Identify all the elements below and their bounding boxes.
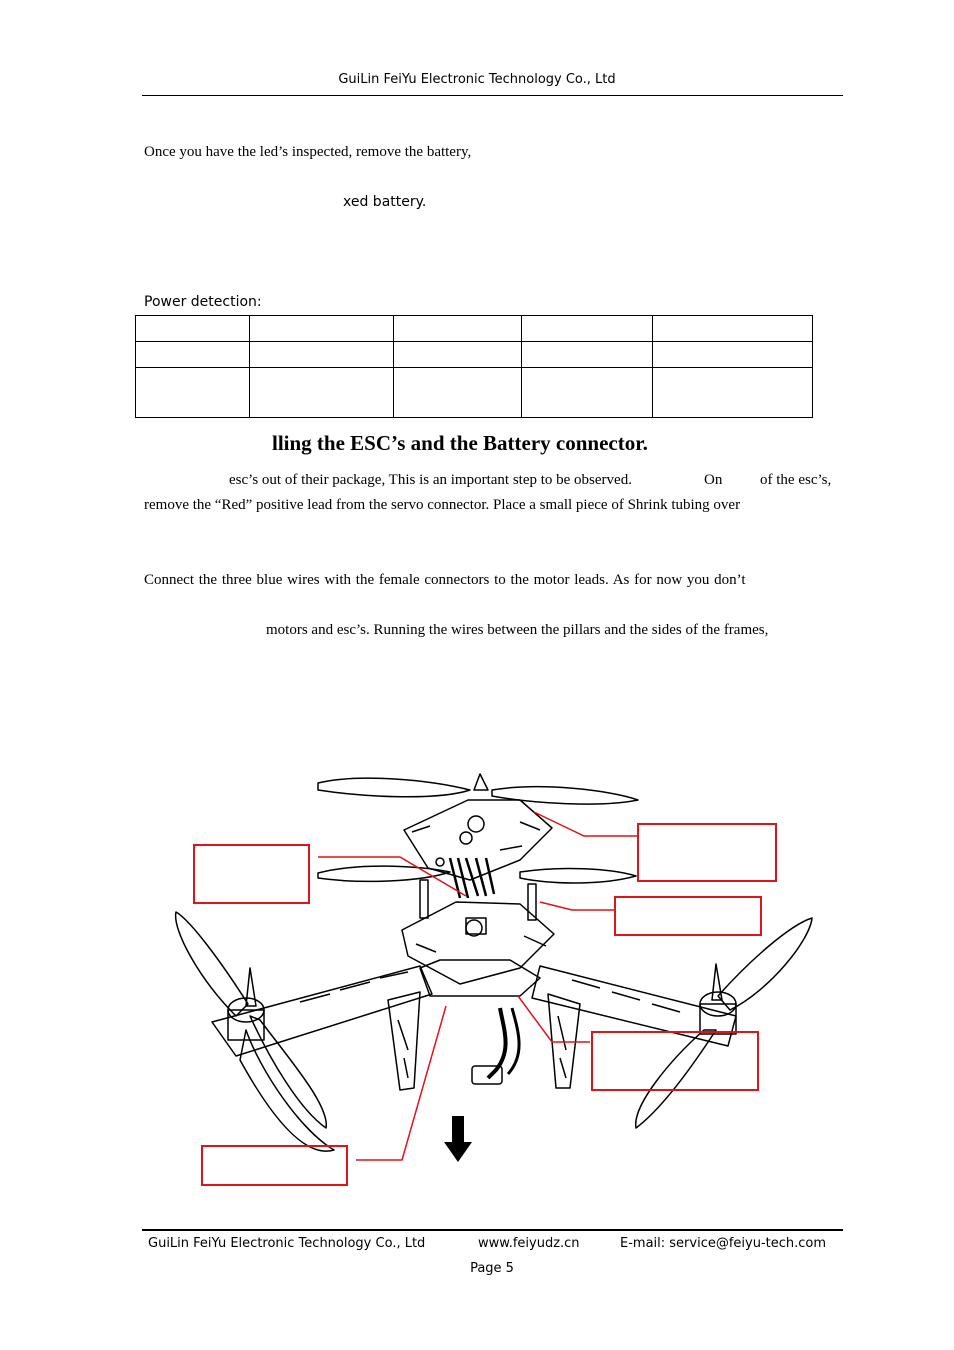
callout-box-bottom-plate [591, 1031, 759, 1091]
prop-hub [474, 774, 488, 790]
middle-plate [402, 902, 554, 984]
propeller-left-lower [250, 1016, 326, 1128]
footer-company: GuiLin FeiYu Electronic Technology Co., Ltd [148, 1236, 426, 1251]
leader-line-top-plate [534, 812, 638, 836]
section-heading: lling the ESC’s and the Battery connector. [272, 431, 648, 455]
leader-line-pillar [540, 902, 615, 910]
propeller-top-right-blade [492, 787, 638, 804]
body-line-1: Once you have the led’s inspected, remove the battery, [144, 144, 472, 160]
callout-box-landing-gear [201, 1145, 348, 1186]
footer-rule [142, 1229, 843, 1231]
para-line-2: remove the “Red” positive lead from the servo connector. Place a small piece of Shrink tubing over [144, 497, 741, 513]
propeller-left-upper [176, 912, 248, 1016]
footer-email[interactable]: E-mail: service@feiyu-tech.com [620, 1236, 827, 1251]
down-arrow-icon [444, 1116, 472, 1162]
para-line-1c: of the esc’s, [760, 472, 832, 488]
footer-website[interactable]: www.feiyudz.cn [478, 1236, 580, 1251]
propeller-top-left-blade [318, 778, 470, 797]
callout-box-esc-wires [193, 844, 310, 904]
para-line-1a: esc’s out of their package, This is an important step to be observed. [229, 472, 632, 488]
arm-left [212, 966, 432, 1056]
page-number: Page 5 [470, 1261, 514, 1276]
propeller-mid-right-blade [520, 869, 636, 883]
power-detection-label: Power detection: [144, 294, 262, 310]
page-header: GuiLin FeiYu Electronic Technology Co., Ltd [338, 72, 616, 87]
para-line-3: Connect the three blue wires with the female connectors to the motor leads. As for now you don’t [144, 572, 746, 588]
body-line-2: xed battery. [343, 194, 427, 210]
para-line-1b: On [704, 472, 723, 488]
para-line-4: motors and esc’s. Running the wires between the pillars and the sides of the frames, [266, 622, 769, 638]
callout-box-top-plate [637, 823, 777, 882]
callout-box-pillar [614, 896, 762, 936]
